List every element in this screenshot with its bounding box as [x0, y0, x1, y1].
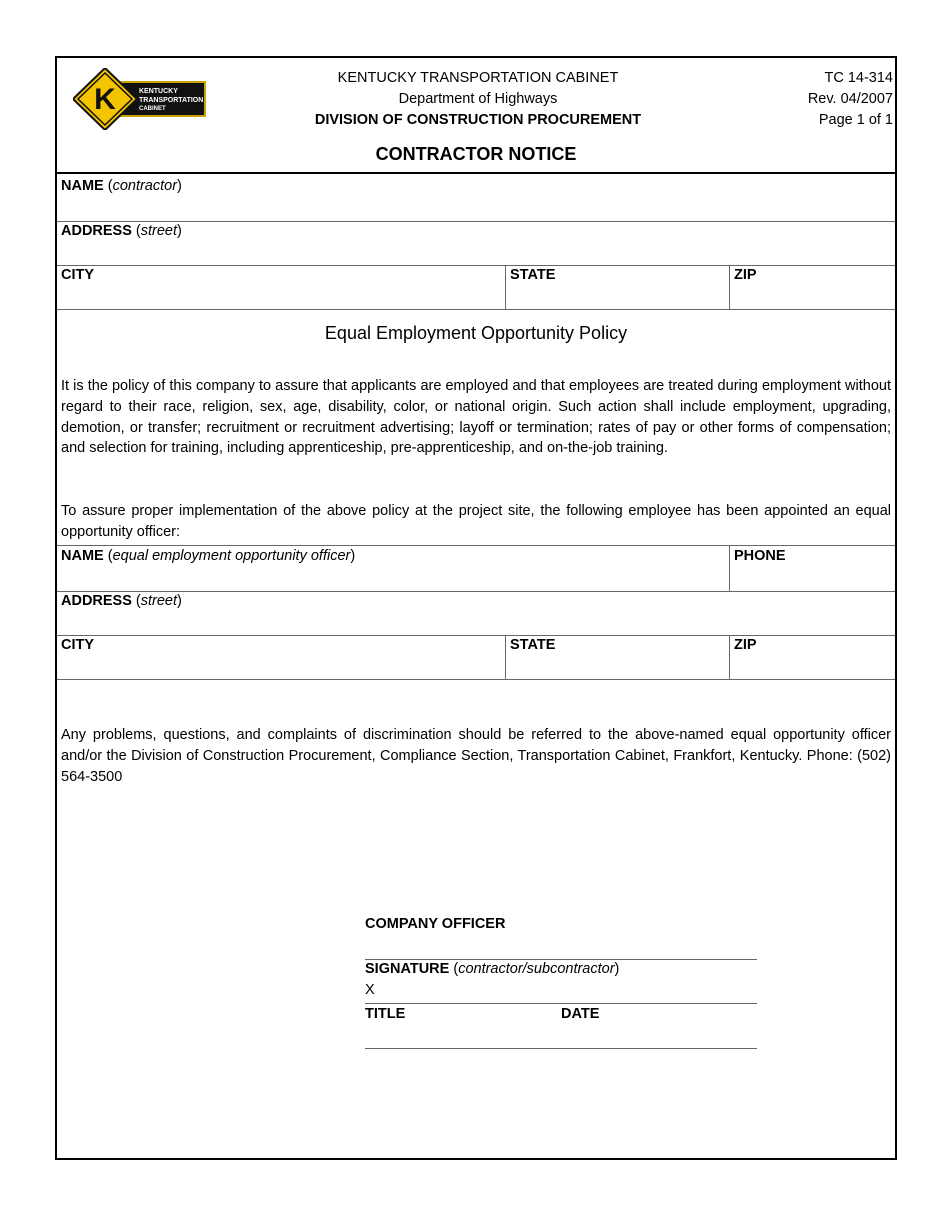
form-revision: Rev. 04/2007 [807, 91, 893, 107]
contractor-address-label: ADDRESS [61, 223, 132, 239]
contractor-zip-label: ZIP [734, 267, 757, 283]
officer-name-row [57, 545, 895, 592]
officer-state-label: STATE [510, 637, 556, 653]
officer-address-label: ADDRESS [61, 593, 132, 609]
title-date-line [365, 1048, 757, 1049]
svg-text:K: K [94, 83, 116, 116]
department-name: Department of Highways [398, 91, 558, 107]
officer-phone-label: PHONE [734, 548, 786, 564]
officer-appointment-paragraph: To assure proper implementation of the above policy at the project site, the following employee has been appointed an equal opportunity officer: [61, 503, 891, 540]
officer-state-field[interactable] [505, 635, 729, 679]
agency-name: KENTUCKY TRANSPORTATION CABINET [337, 70, 619, 86]
contractor-name-field[interactable]: NAME (contractor) [61, 178, 182, 194]
contractor-name-label: NAME [61, 178, 104, 194]
contractor-city-field[interactable] [57, 265, 505, 309]
contractor-name-row [57, 176, 895, 222]
title-field[interactable]: TITLE [365, 1006, 406, 1022]
signature-line [365, 1003, 757, 1004]
officer-address-field[interactable]: ADDRESS (street) [61, 593, 182, 609]
contractor-state-label: STATE [510, 267, 556, 283]
officer-zip-label: ZIP [734, 637, 757, 653]
signature-top-rule [365, 959, 757, 960]
form-frame [55, 56, 897, 1160]
officer-name-label: NAME [61, 548, 104, 564]
ktc-logo [73, 68, 207, 130]
signature-label: SIGNATURE [365, 961, 450, 977]
signature-field[interactable]: SIGNATURE (contractor/subcontractor) [365, 961, 620, 977]
policy-heading: Equal Employment Opportunity Policy [324, 323, 628, 343]
form-title: CONTRACTOR NOTICE [375, 144, 577, 164]
form-meta [808, 68, 893, 131]
policy-paragraph: It is the policy of this company to assure that applicants are employed and that employees are treated during employment without regard to their race, religion, sex, age, disability, color, or national origin. Such action shall include employment, upgrading, demotion, or transfer; recruitment or recruitment advertising; layoff or termination; rates of pay or other forms of compensation; and selection for training, including apprenticeship, pre-apprenticeship, and on-the-job training. [61, 378, 891, 457]
contractor-state-field[interactable] [505, 265, 729, 309]
svg-text:TRANSPORTATION: TRANSPORTATION [139, 97, 204, 104]
officer-address-row [57, 591, 895, 636]
officer-phone-field[interactable] [729, 546, 895, 591]
date-field[interactable]: DATE [561, 1006, 600, 1022]
contractor-name-hint: contractor [112, 178, 178, 194]
contractor-address-hint: street [140, 223, 178, 239]
signature-hint: contractor/subcontractor [458, 961, 615, 977]
officer-address-hint: street [140, 593, 178, 609]
agency-block [257, 68, 699, 131]
contractor-city-row [57, 265, 895, 310]
page-indicator: Page 1 of 1 [818, 112, 893, 128]
officer-name-hint: equal employment opportunity officer [112, 548, 351, 564]
contractor-zip-field[interactable] [729, 265, 895, 309]
officer-city-row [57, 635, 895, 680]
svg-text:CABINET: CABINET [139, 106, 166, 112]
officer-city-field[interactable] [57, 635, 505, 679]
officer-name-field[interactable]: NAME (equal employment opportunity officer) [61, 548, 356, 564]
division-name: DIVISION OF CONSTRUCTION PROCUREMENT [314, 112, 642, 128]
contractor-address-row [57, 221, 895, 266]
svg-text:KENTUCKY: KENTUCKY [139, 88, 178, 95]
complaints-paragraph: Any problems, questions, and complaints of discrimination should be referred to the above-named equal opportunity officer and/or the Division of Construction Procurement, Compliance Section, Transportation Cabinet, Frankfort, Kentucky. Phone: (502) 564-3500 [61, 727, 891, 785]
officer-zip-field[interactable] [729, 635, 895, 679]
contractor-city-label: CITY [61, 267, 95, 283]
form-header [57, 58, 895, 174]
signature-x-mark: X [365, 982, 375, 998]
company-officer-label: COMPANY OFFICER [365, 916, 506, 932]
form-number: TC 14-314 [824, 70, 893, 86]
officer-city-label: CITY [61, 637, 95, 653]
contractor-address-field[interactable]: ADDRESS (street) [61, 223, 182, 239]
